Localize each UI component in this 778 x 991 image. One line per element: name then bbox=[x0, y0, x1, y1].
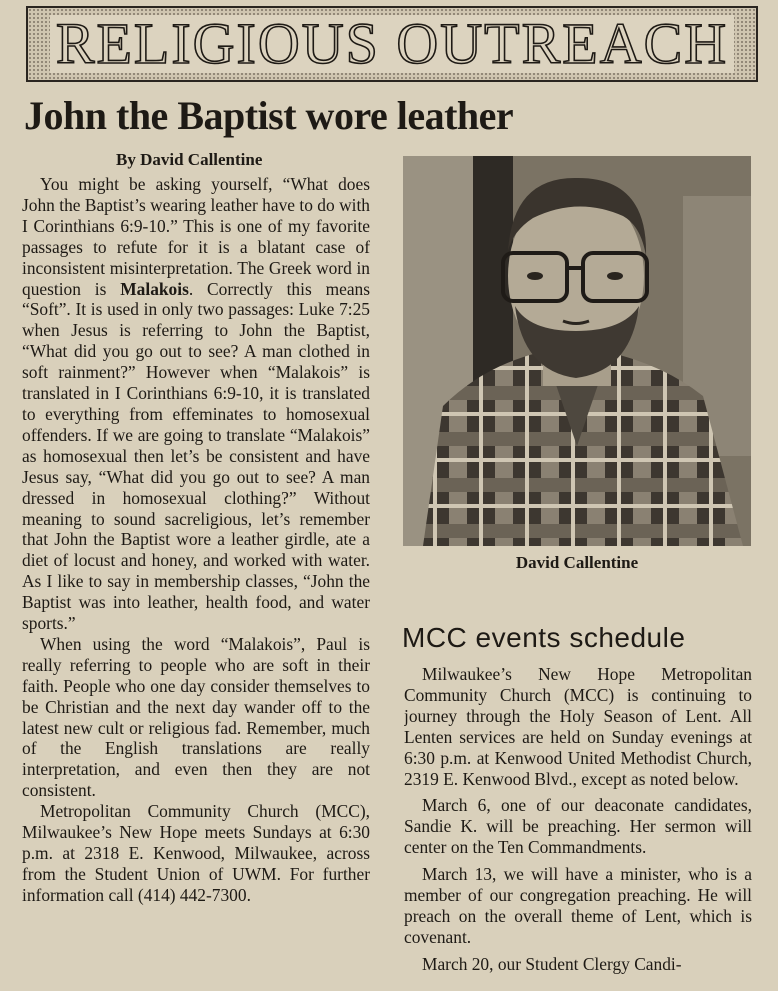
events-paragraph: March 13, we will have a minister, who is a member of our congregation preaching. He will preach on the overall theme of Lent, which is covenant. bbox=[404, 864, 752, 947]
photo-caption: David Callentine bbox=[515, 553, 639, 572]
article-byline: By David Callentine bbox=[116, 150, 263, 169]
article-headline: John the Baptist wore leather bbox=[24, 93, 514, 138]
events-paragraph: March 20, our Student Clergy Candi- bbox=[422, 953, 682, 974]
author-photo bbox=[403, 156, 751, 546]
article-body bbox=[22, 174, 370, 990]
article-paragraph: When using the word “Malakois”, Paul is really referring to people who are soft in their faith. People who one day consider themselves to be Christian and the next day wander off to the latest new cult or religious fad. Remember, much of the English translations are really interpretation, and even then they are not consistent. bbox=[22, 633, 370, 801]
section-masthead bbox=[26, 6, 758, 82]
events-paragraph: Milwaukee’s New Hope Metropolitan Community Church (MCC) is continuing to journey through the Holy Season of Lent. All Lenten services are held on Sunday evenings at 6:30 p.m. at Kenwood United Methodist Church, 2319 E. Kenwood Blvd., except as noted below. bbox=[404, 664, 752, 789]
article-paragraph: Metropolitan Community Church (MCC), Milwaukee’s New Hope meets Sundays at 6:30 p.m. at 2318 E. Kenwood, Milwaukee, across from the Student Union of UWM. For further information call (414) 442-7300. bbox=[22, 801, 370, 905]
masthead-title: RELIGIOUS OUTREACH bbox=[50, 15, 734, 73]
article-paragraph: You might be asking yourself, “What does John the Baptist’s wearing leather have to do with I Corinthians 6:9-10.” This is one of my favorite passages to refute for it is a blatant case of inconsistent misinterpretation. The Greek word in question is Malakois. Correctly this means “Soft”. It is used in only two passages: Luke 7:25 when Jesus is referring to John the Baptist, “What did you go out to see? A man clothed in soft rainment?” However when “Malakois” is translated in I Corinthians 6:9-10, it is translated to everything from effeminates to homosexual offenders. If we are going to translate “Malakois” as homosexual then let’s be consistent and have Jesus say, “What did you go out to see? A man dressed in homosexual clothing?” Without meaning to sound sacreligious, let’s remember that John the Baptist wore a leather girdle, ate a diet of locust and honey, and worked with water. As I like to say in membership classes, “John the Baptist was into leather, health food, and water sports.” bbox=[22, 174, 370, 634]
events-paragraph: March 6, one of our deaconate candidates, Sandie K. will be preaching. Her sermon will center on the Ten Commandments. bbox=[404, 795, 752, 858]
emphasized-term: Malakois bbox=[120, 278, 189, 299]
portrait-image bbox=[403, 156, 751, 546]
events-body bbox=[404, 664, 752, 991]
events-section-title: MCC events schedule bbox=[402, 622, 686, 653]
